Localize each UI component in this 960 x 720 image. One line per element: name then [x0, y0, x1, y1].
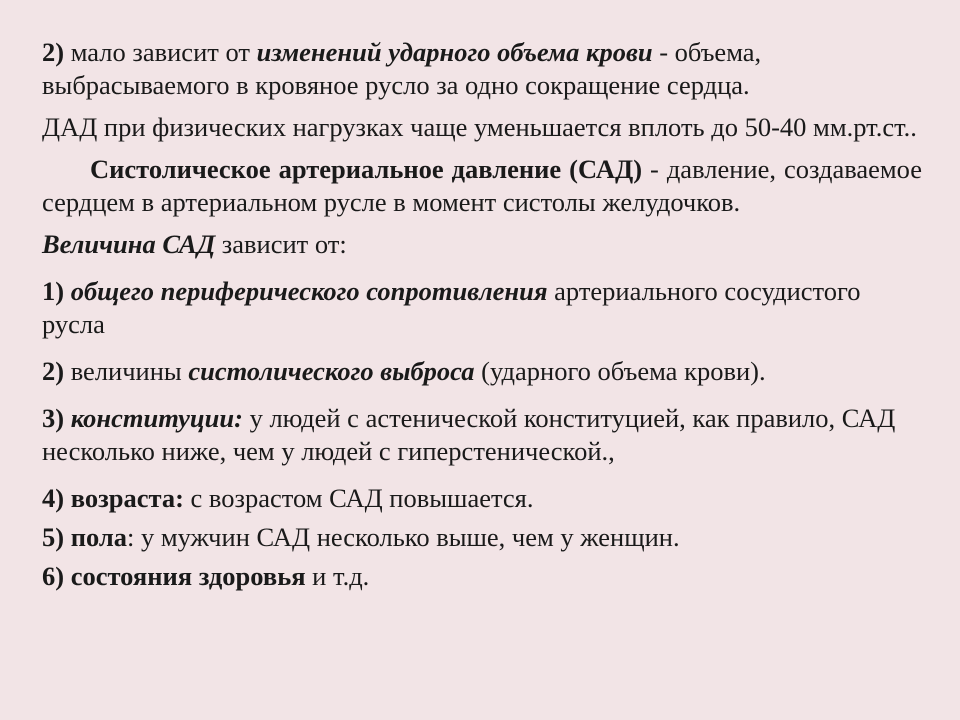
text-segment: и т.д. — [305, 561, 370, 591]
list-item-sex — [42, 521, 922, 554]
item-number: 2) — [42, 37, 65, 67]
text-segment: зависит от: — [215, 229, 347, 259]
text-segment: мало зависит от — [64, 37, 257, 67]
text-segment: ДАД при физических нагрузках чаще уменьшается вплоть до 50-40 мм.рт.ст.. — [42, 112, 917, 142]
text-segment: у людей с астенической конституцией, как правило, САД несколько ниже, чем у людей с гиперстенической., — [42, 403, 896, 466]
paragraph-sad-depends — [42, 228, 922, 261]
emphasis-text: систолического выброса — [188, 356, 475, 386]
text-segment: (ударного объема крови). — [474, 356, 766, 386]
term-heading: 4) возраста: — [42, 483, 184, 513]
emphasis-text: общего периферического сопротивления — [64, 276, 548, 306]
text-segment: - давление, создаваемое сердцем в артериальном русле в момент систолы желудочков. — [42, 154, 922, 217]
item-number: 3) — [42, 403, 65, 433]
text-segment: - объема, выбрасываемого в кровяное русло за одно сокращение сердца. — [42, 37, 762, 100]
list-item-health — [42, 560, 922, 593]
text-segment: величины — [64, 356, 189, 386]
paragraph-dad-exercise — [42, 111, 922, 144]
list-item-resistance — [42, 275, 922, 341]
emphasis-text: Величина САД — [42, 229, 216, 259]
term-heading: 5) пола — [42, 522, 127, 552]
text-segment: артериального сосудистого русла — [42, 276, 861, 339]
term-heading: 6) состояния здоровья — [42, 561, 306, 591]
text-segment: : у мужчин САД несколько выше, чем у женщин. — [127, 522, 680, 552]
list-item-systolic-output — [42, 355, 922, 388]
slide-text-body — [42, 36, 922, 593]
text-segment: с возрастом САД повышается. — [183, 483, 534, 513]
item-number: 2) — [42, 356, 65, 386]
emphasis-text: конституции: — [64, 403, 243, 433]
item-number: 1) — [42, 276, 65, 306]
list-item-age — [42, 482, 922, 515]
emphasis-text: изменений ударного объема крови — [256, 37, 653, 67]
paragraph-stroke-volume — [42, 36, 922, 102]
term-heading: Систолическое артериальное давление (САД) — [90, 154, 643, 184]
paragraph-sad-definition — [42, 153, 922, 219]
list-item-constitution — [42, 402, 922, 468]
